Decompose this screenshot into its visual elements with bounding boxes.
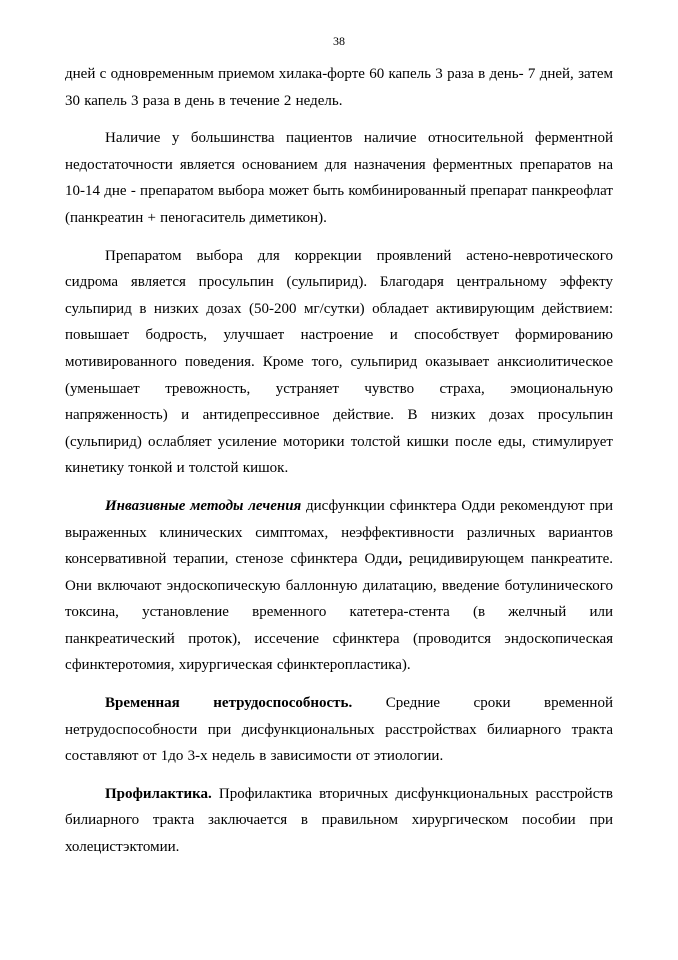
paragraph-text: Профилактика вторичных дисфункциональных расстройств билиарного тракта заключается в правильном хирургическом пособии при холецистэктомии. <box>65 785 613 856</box>
section-heading-prevention: Профилактика. <box>105 785 212 802</box>
paragraph-text: Препаратом выбора для коррекции проявлений астено-невротического сидрома является просульпин (сульпирид). Благодаря центральному эффекту сульпирид в низких дозах (50-200 мг/сутки) обладает активирующим действием: повышает бодрость, улучшает настроение и способствует формированию мотивированного поведения. Кроме того, сульпирид оказывает анксиолитическое (уменьшает тревожность, устраняет чувство страха, эмоциональную напряженность) и антидепрессивное действие. В низких дозах просульпин (сульпирид) ослабляет усиление моторики толстой кишки после еды, стимулирует кинетику тонкой и толстой кишок. <box>65 247 613 477</box>
paragraph-temporary-disability <box>65 690 613 770</box>
paragraph-text: рецидивирующем панкреатите. Они включают эндоскопическую баллонную дилатацию, введение ботулинического токсина, установление временного катетера-стента (в желчный или панкреатический проток), иссечение сфинктера (проводится эндоскопическая сфинктеротомия, хирургическая сфинктеропластика). <box>65 551 613 674</box>
bold-comma: , <box>398 551 403 568</box>
paragraph-text: дисфункции сфинктера Одди рекомендуют при выраженных клинических симптомах, неэффективности различных вариантов консервативной терапии, стенозе сфинктера Одди <box>65 497 614 568</box>
page-number: 38 <box>333 34 345 48</box>
section-heading-disability: Временная нетрудоспособность. <box>105 695 353 712</box>
document-body <box>65 61 613 872</box>
paragraph-invasive-methods <box>65 493 613 679</box>
paragraph-text: Наличие у большинства пациентов наличие относительной ферментной недостаточности является основанием для назначения ферментных препаратов на 10-14 дне - препаратом выбора может быть комбинированный препарат панкреофлат (панкреатин + пеногаситель диметикон). <box>65 130 613 226</box>
paragraph-text: Средние сроки временной нетрудоспособности при дисфункциональных расстройствах билиарного тракта составляют от 1до 3-х недель в зависимости от этиологии. <box>65 695 613 765</box>
paragraph-enzyme-therapy <box>65 125 613 231</box>
section-heading-invasive: Инвазивные методы лечения <box>105 497 302 514</box>
paragraph-text: дней с одновременным приемом хилака-форте 60 капель 3 раза в день- 7 дней, затем 30 капель 3 раза в день в течение 2 недель. <box>65 66 613 109</box>
paragraph-continuation <box>65 61 613 114</box>
paragraph-prevention <box>65 781 613 861</box>
paragraph-asthenic-syndrome <box>65 243 613 482</box>
